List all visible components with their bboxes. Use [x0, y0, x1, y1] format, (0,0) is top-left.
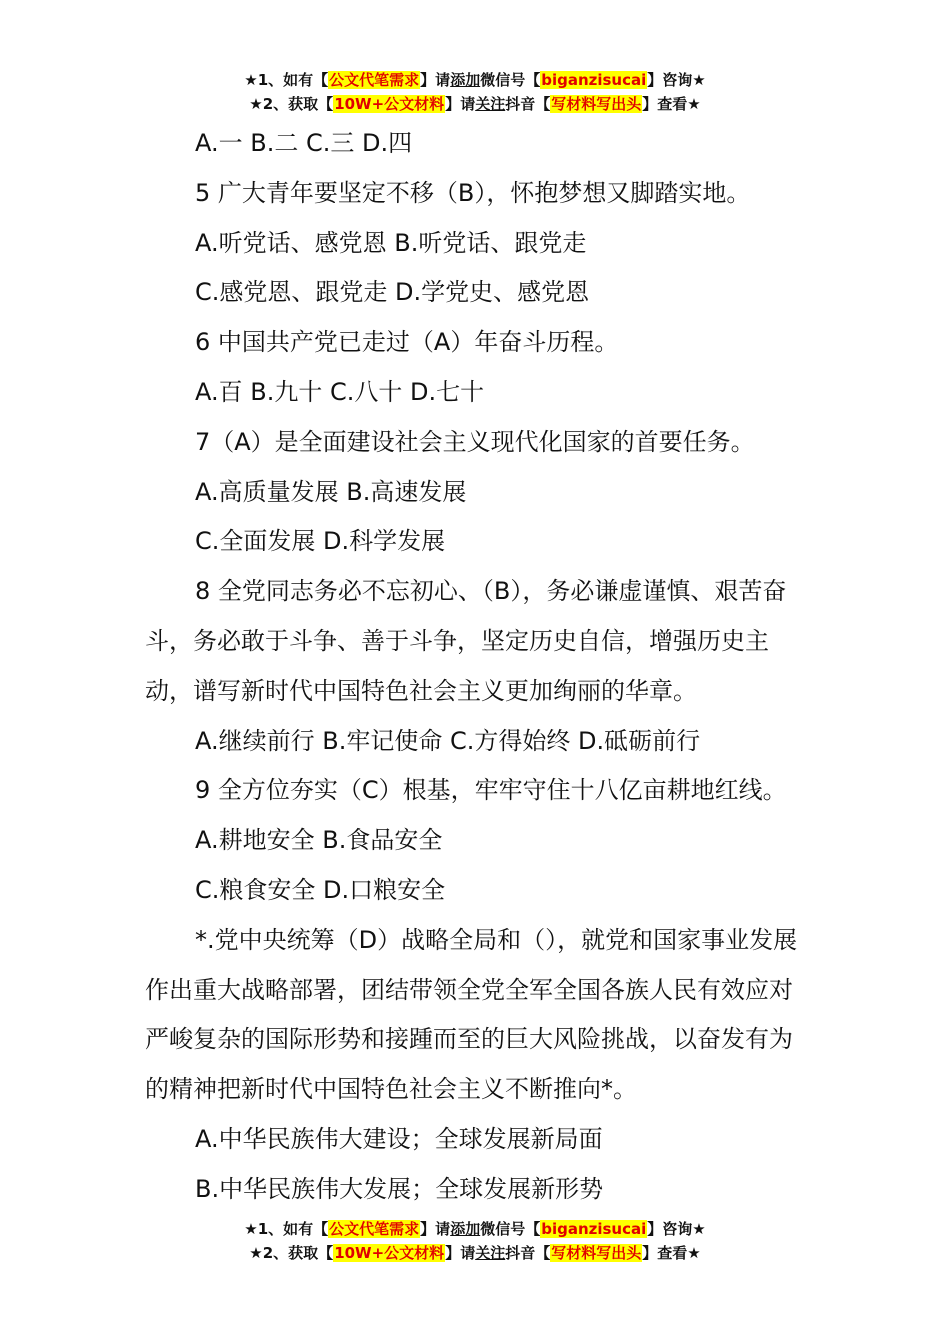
question-5: 5 广大青年要坚定不移（B），怀抱梦想又脚踏实地。 — [195, 178, 751, 207]
header-ad-banner — [0, 68, 950, 116]
answer-options: B.中华民族伟大发展；全球发展新形势 — [195, 1174, 604, 1203]
banner-text: ★2、获取【 — [249, 1244, 334, 1262]
banner-line-2 — [0, 1241, 950, 1265]
banner-text: ★2、获取【 — [249, 95, 334, 113]
banner-text: 】请 — [445, 1244, 476, 1262]
answer-options: A.继续前行 B.牢记使命 C.方得始终 D.砥砺前行 — [195, 726, 701, 755]
banner-text: 】查看★ — [642, 95, 701, 113]
question-10: *.党中央统筹（D）战略全局和（），就党和国家事业发展作出重大战略部署，团结带领全党全军全国各族人民有效应对严峻复杂的国际形势和接踵而至的巨大风险挑战，以奋发有为的精神把新时代中国特色社会主义不断推向*。 — [145, 925, 798, 1104]
banner-text: 】咨询★ — [647, 71, 706, 89]
banner-text: 抖音【 — [505, 1244, 551, 1262]
banner-text: 】请 — [420, 1220, 451, 1238]
question-8: 8 全党同志务必不忘初心、（B），务必谦虚谨慎、艰苦奋斗，务必敢于斗争、善于斗争，坚定历史自信，增强历史主动，谱写新时代中国特色社会主义更加绚丽的华章。 — [145, 577, 787, 705]
answer-options: A.听党话、感党恩 B.听党话、跟党走 — [195, 228, 587, 257]
answer-options: A.高质量发展 B.高速发展 — [195, 477, 467, 506]
question-6: 6 中国共产党已走过（A）年奋斗历程。 — [195, 328, 619, 357]
banner-text: 微信号【 — [480, 1220, 541, 1238]
banner-text: 】查看★ — [642, 1244, 701, 1262]
banner-line-1 — [0, 1217, 950, 1241]
banner-line-2 — [0, 92, 950, 116]
banner-text: ★1、如有【 — [244, 71, 329, 89]
banner-highlight: 写材料写出头 — [551, 95, 642, 113]
banner-highlight: 公文代笔需求 — [329, 1220, 420, 1238]
banner-underline: 添加 — [450, 1220, 481, 1238]
banner-highlight: 公文代笔需求 — [329, 71, 420, 89]
banner-text: 】请 — [420, 71, 451, 89]
document-body — [145, 119, 815, 1215]
answer-options: C.粮食安全 D.口粮安全 — [195, 875, 446, 904]
banner-text: 微信号【 — [480, 71, 541, 89]
banner-underline: 关注 — [475, 95, 506, 113]
answer-options: A.耕地安全 B.食品安全 — [195, 826, 443, 855]
banner-text: 】请 — [445, 95, 476, 113]
banner-highlight: biganzisucai — [541, 71, 647, 89]
banner-text: 】咨询★ — [647, 1220, 706, 1238]
answer-options: A.一 B.二 C.三 D.四 — [195, 129, 413, 157]
banner-text: 抖音【 — [505, 95, 551, 113]
footer-ad-banner — [0, 1217, 950, 1265]
banner-underline: 关注 — [475, 1244, 506, 1262]
banner-underline: 添加 — [450, 71, 481, 89]
answer-options: C.感党恩、跟党走 D.学党史、感党恩 — [195, 278, 590, 307]
answer-options: C.全面发展 D.科学发展 — [195, 527, 446, 556]
answer-options: A.中华民族伟大建设；全球发展新局面 — [195, 1124, 603, 1153]
banner-text: ★1、如有【 — [244, 1220, 329, 1238]
banner-highlight: 10W+公文材料 — [334, 1244, 445, 1262]
question-9: 9 全方位夯实（C）根基，牢牢守住十八亿亩耕地红线。 — [195, 776, 787, 805]
question-7: 7（A）是全面建设社会主义现代化国家的首要任务。 — [195, 427, 755, 456]
banner-highlight: 写材料写出头 — [551, 1244, 642, 1262]
banner-highlight: biganzisucai — [541, 1220, 647, 1238]
banner-highlight: 10W+公文材料 — [334, 95, 445, 113]
answer-options: A.百 B.九十 C.八十 D.七十 — [195, 377, 485, 406]
banner-line-1 — [0, 68, 950, 92]
